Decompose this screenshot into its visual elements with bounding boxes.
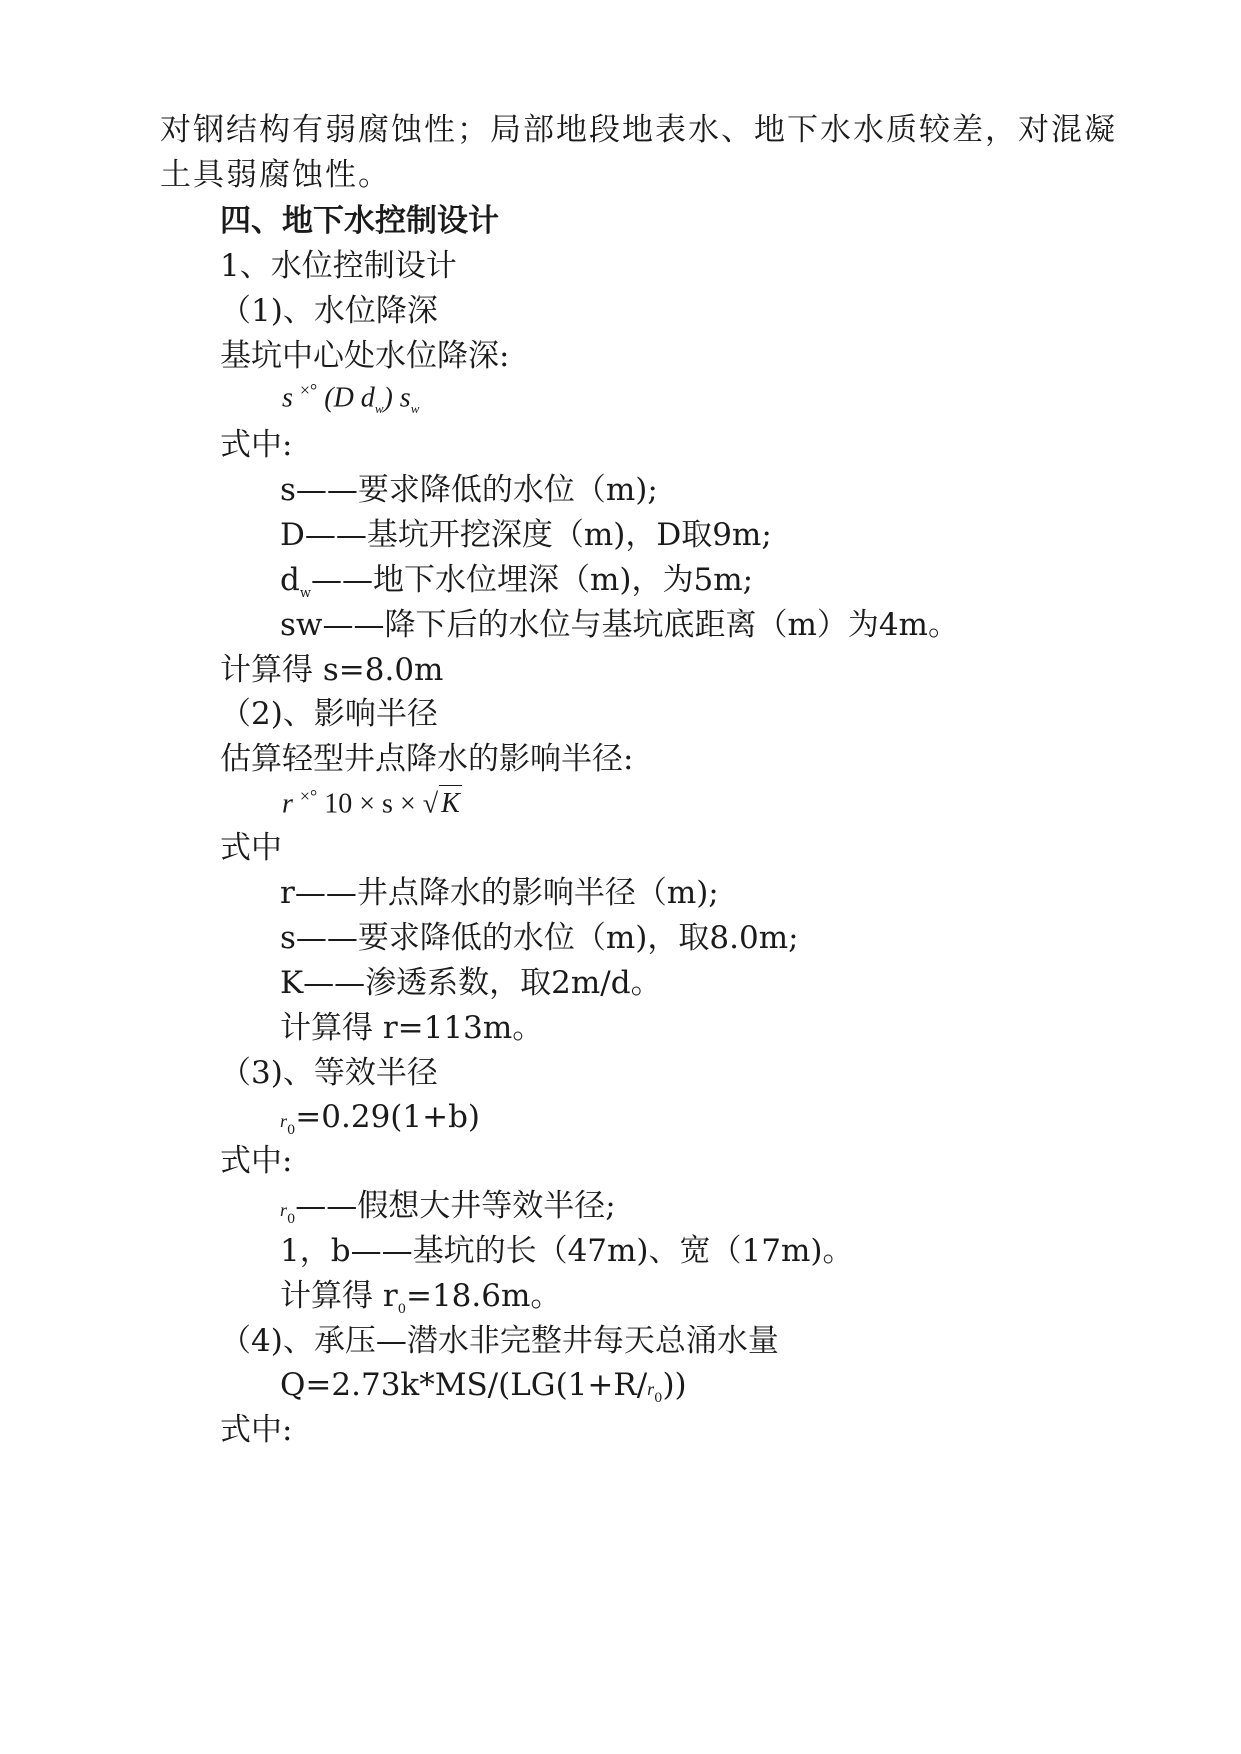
formula-relation-glyph: ×° bbox=[299, 786, 318, 806]
item-heading: （3)、等效半径 bbox=[220, 1055, 438, 1091]
where-label: 式中: bbox=[220, 427, 293, 463]
formula-text: =0.29(1+b) bbox=[295, 1099, 481, 1135]
paragraph-line: 对钢结构有弱腐蚀性；局部地段地表水、地下水水质较差，对混凝 bbox=[160, 112, 1117, 148]
formula-symbol: s bbox=[282, 382, 293, 414]
result-line: 计算得 r=113m。 bbox=[280, 1010, 544, 1046]
definition-line bbox=[280, 1188, 616, 1238]
result-text: 计算得 r bbox=[280, 1278, 398, 1314]
definition-line: r——井点降水的影响半径（m); bbox=[280, 875, 719, 911]
formula-subscript: w bbox=[374, 400, 384, 416]
formula-radicand: K bbox=[439, 785, 462, 822]
item-heading: （1)、水位降深 bbox=[220, 293, 438, 329]
formula-symbol: r bbox=[282, 788, 293, 820]
item-heading: （2)、影响半径 bbox=[220, 696, 438, 732]
item-heading: （4)、承压—潜水非完整井每天总涌水量 bbox=[220, 1323, 779, 1359]
where-label: 式中 bbox=[220, 830, 282, 866]
formula-symbol: ) s bbox=[383, 382, 411, 414]
sqrt-icon: √ bbox=[422, 788, 439, 820]
formula-subscript: w bbox=[410, 400, 420, 416]
formula-subscript: 0 bbox=[287, 1123, 296, 1139]
paragraph-line: 土具弱腐蚀性。 bbox=[160, 157, 391, 193]
subsection-heading: 1、水位控制设计 bbox=[220, 248, 457, 284]
definition-subscript: w bbox=[299, 586, 311, 602]
definition-line: D——基坑开挖深度（m)，D取9m; bbox=[280, 517, 772, 553]
where-label: 式中: bbox=[220, 1412, 293, 1448]
paragraph-line: 估算轻型井点降水的影响半径: bbox=[220, 741, 634, 777]
result-line: 计算得 s=8.0m bbox=[220, 652, 444, 688]
where-label: 式中: bbox=[220, 1143, 293, 1179]
section-heading: 四、地下水控制设计 bbox=[220, 203, 499, 239]
formula-text: Q=2.73k*MS/(LG(1+R/ bbox=[280, 1367, 648, 1403]
formula-equivalent-radius bbox=[280, 1099, 480, 1149]
formula-text: )) bbox=[662, 1367, 687, 1403]
definition-subscript: 0 bbox=[287, 1212, 296, 1228]
paragraph-line: 基坑中心处水位降深: bbox=[220, 338, 510, 374]
result-text: =18.6m。 bbox=[405, 1278, 562, 1314]
definition-symbol: d bbox=[280, 562, 300, 598]
formula-symbol: (D d bbox=[324, 382, 375, 414]
definition-line: 1，b——基坑的长（47m)、宽（17m)。 bbox=[280, 1233, 854, 1269]
formula-total-inflow bbox=[280, 1367, 687, 1417]
formula-symbol: r bbox=[280, 1111, 288, 1131]
definition-symbol: r bbox=[280, 1200, 288, 1220]
definition-line: s——要求降低的水位（m); bbox=[280, 472, 658, 508]
result-subscript: 0 bbox=[397, 1302, 406, 1318]
formula-influence-radius bbox=[282, 778, 462, 822]
definition-line: sw——降下后的水位与基坑底距离（m）为4m。 bbox=[280, 607, 959, 643]
formula-drawdown bbox=[282, 372, 419, 427]
formula-symbol: r bbox=[647, 1379, 655, 1399]
formula-relation-glyph: ×° bbox=[299, 380, 318, 400]
definition-text: ——地下水位埋深（m)，为5m; bbox=[311, 562, 754, 598]
definition-line: K——渗透系数，取2m/d。 bbox=[280, 965, 662, 1001]
definition-text: ——假想大井等效半径; bbox=[295, 1188, 616, 1224]
formula-symbol: 10 × s × bbox=[324, 788, 423, 820]
formula-subscript: 0 bbox=[654, 1391, 663, 1407]
result-line bbox=[280, 1278, 561, 1328]
definition-line: s——要求降低的水位（m)，取8.0m; bbox=[280, 920, 799, 956]
definition-line bbox=[280, 562, 753, 612]
